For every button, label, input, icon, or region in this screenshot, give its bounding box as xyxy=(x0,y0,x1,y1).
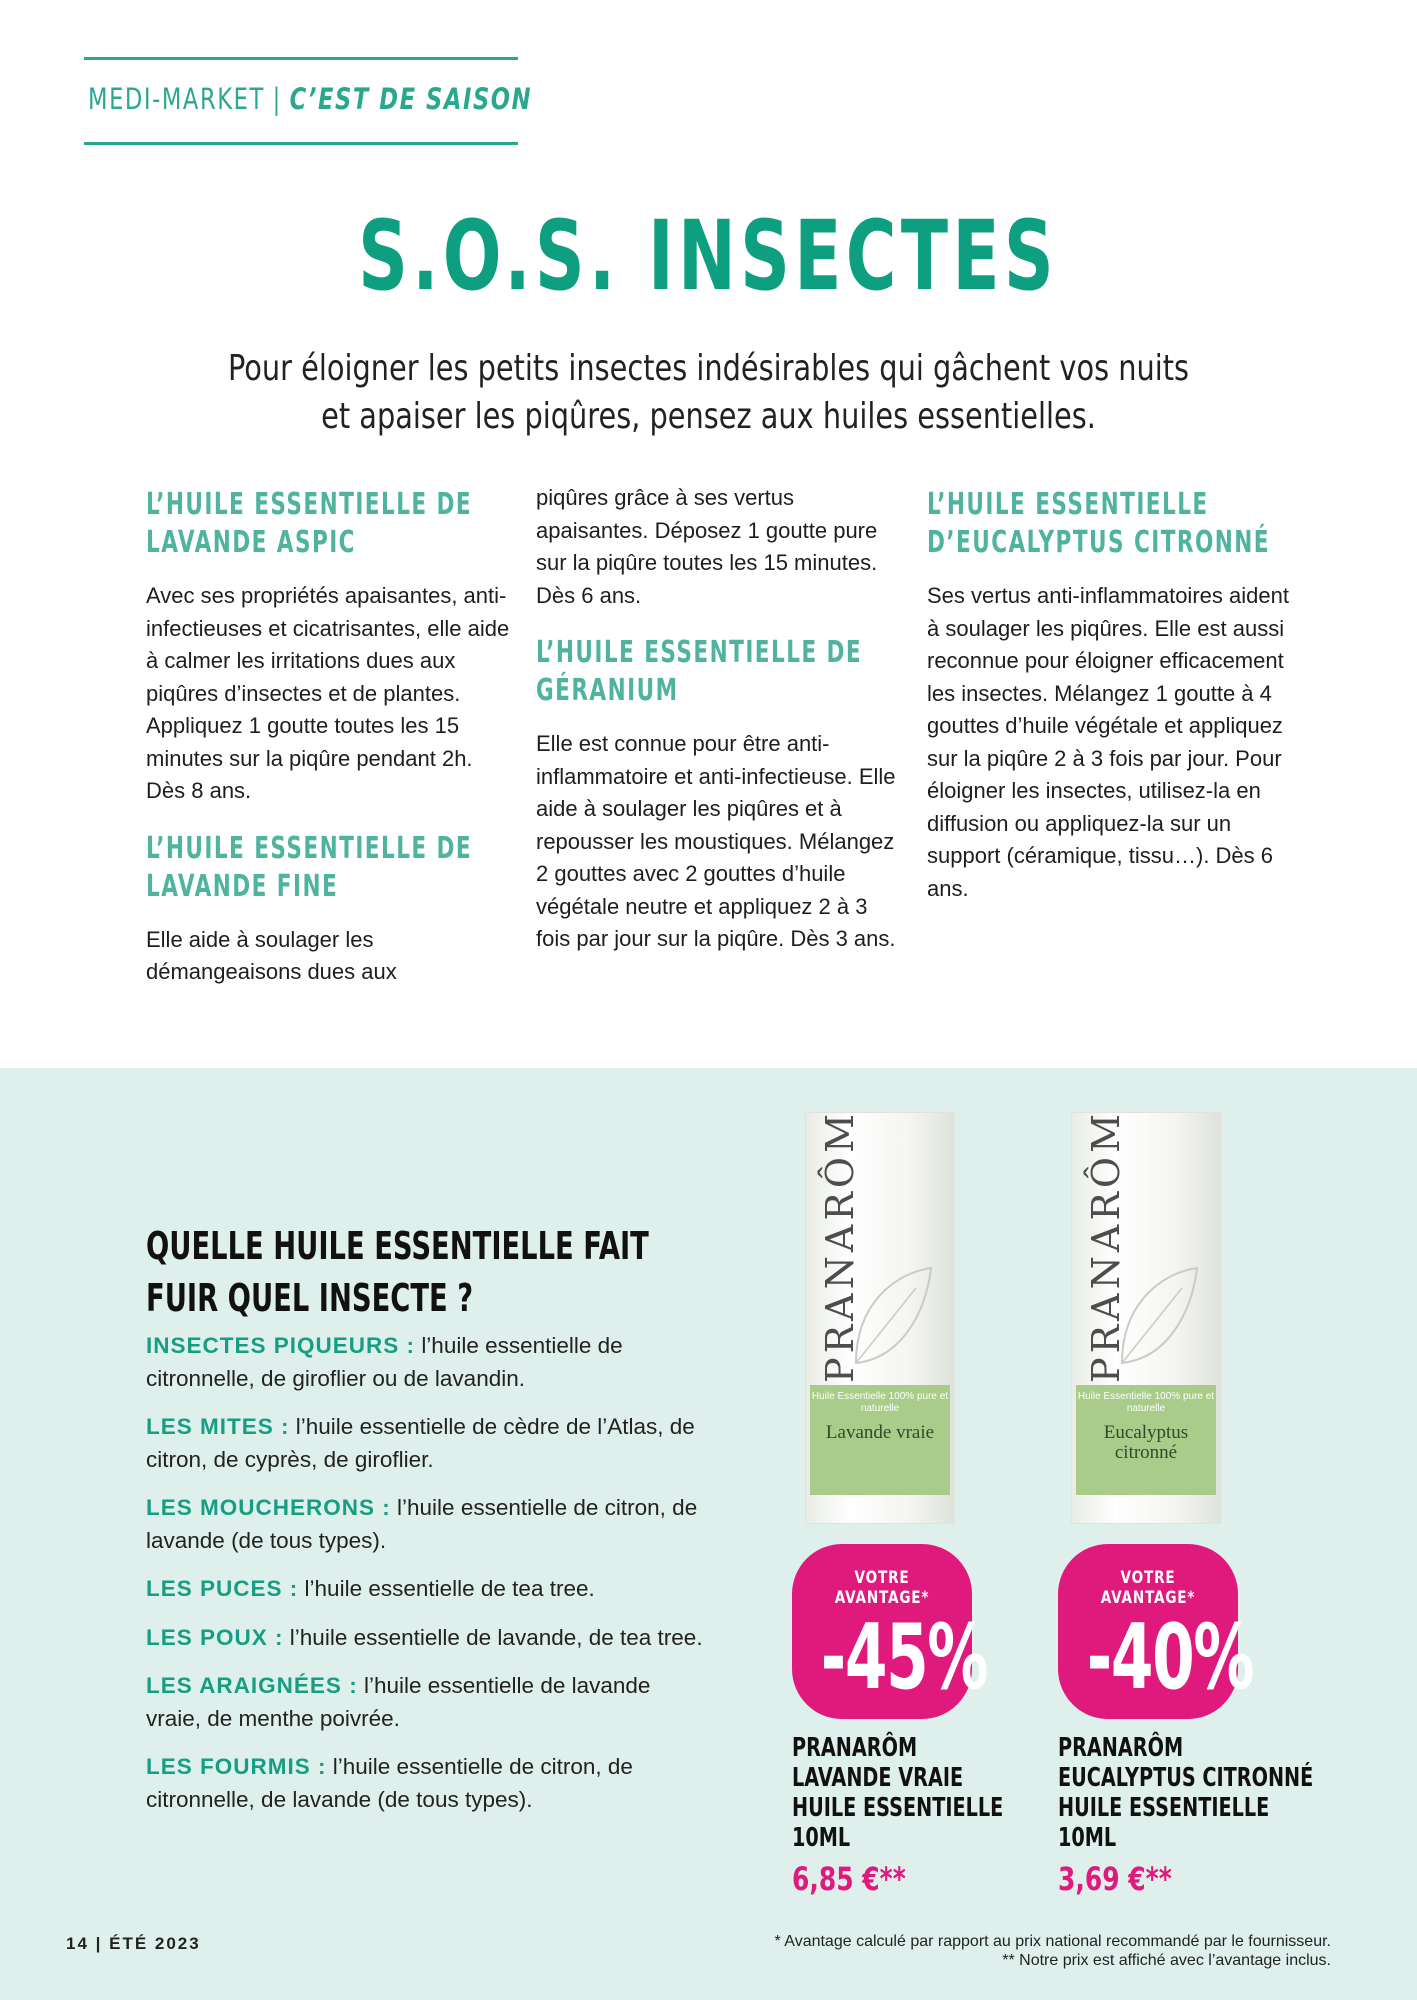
leaf-icon xyxy=(1112,1263,1202,1373)
section-header xyxy=(84,57,533,145)
intro-line-2: et apaiser les piqûres, pensez aux huiles essentielles. xyxy=(321,396,1096,437)
header-separator: | xyxy=(272,82,282,116)
page-number: 14 | ÉTÉ 2023 xyxy=(66,1934,201,1953)
bottle-brand-text: PRANARÔM xyxy=(1084,1110,1128,1383)
badge-value: -40% xyxy=(1086,1605,1254,1710)
insect-list xyxy=(146,1330,706,1832)
column-1 xyxy=(146,486,516,1011)
header-text xyxy=(88,82,532,116)
product-price: 6,85 €** xyxy=(792,1860,906,1898)
product-name: PRANARÔM LAVANDE VRAIE HUILE ESSENTIELLE 10ML xyxy=(792,1733,1004,1853)
insect-item: INSECTES PIQUEURS : l’huile essentielle de citronnelle, de giroflier ou de lavandin. xyxy=(146,1333,623,1391)
page-title: S.O.S. INSECTES xyxy=(358,200,1059,312)
badge-label: VOTRE AVANTAGE* xyxy=(834,1568,930,1608)
column-2 xyxy=(536,482,906,978)
geranium-text: Elle est connue pour être anti-inflammatoire et anti-infectieuse. Elle aide à soulager les piqûres et à repousser les moustiques. Mélangez 2 gouttes avec 2 gouttes d’huile végétale neutre et appliquez 2 à 3 fois par jour sur la piqûre. Dès 3 ans. xyxy=(536,731,896,951)
product-name: PRANARÔM EUCALYPTUS CITRONNÉ HUILE ESSENTIELLE 10ML xyxy=(1058,1733,1314,1853)
insect-item: LES PUCES : l’huile essentielle de tea tree. xyxy=(146,1576,595,1601)
geranium-heading: L’HUILE ESSENTIELLE DE GÉRANIUM xyxy=(536,635,863,708)
insect-item: LES FOURMIS : l’huile essentielle de citron, de citronnelle, de lavande (de tous types). xyxy=(146,1754,633,1812)
intro-line-1: Pour éloigner les petits insectes indésirables qui gâchent vos nuits xyxy=(227,348,1190,389)
eucalyptus-heading: L’HUILE ESSENTIELLE D’EUCALYPTUS CITRONNÉ xyxy=(927,487,1270,560)
bottle-label: Huile Essentielle 100% pure et naturelle Eucalyptus citronné xyxy=(1076,1385,1216,1495)
column-3 xyxy=(927,486,1297,927)
insect-item: LES ARAIGNÉES : l’huile essentielle de lavande vraie, de menthe poivrée. xyxy=(146,1673,651,1731)
footnote-2: ** Notre prix est affiché avec l’avantage inclus. xyxy=(1002,1952,1331,1969)
fine-text-part2: piqûres grâce à ses vertus apaisantes. Déposez 1 goutte pure sur la piqûre toutes les 15 minutes. Dès 6 ans. xyxy=(536,485,878,608)
discount-badge xyxy=(792,1544,988,1719)
question-heading: QUELLE HUILE ESSENTIELLE FAIT FUIR QUEL INSECTE ? xyxy=(146,1224,649,1320)
product-image-eucalyptus xyxy=(1071,1112,1221,1524)
eucalyptus-text: Ses vertus anti-inflammatoires aident à soulager les piqûres. Elle est aussi reconnue pour éloigner efficacement les insectes. Mélangez 1 goutte à 4 gouttes d’huile végétale et appliquez sur la piqûre 2 à 3 fois par jour. Pour éloigner les insectes, utilisez-la en diffusion ou appliquez-la sur un support (céramique, tissu…). Dès 6 ans. xyxy=(927,583,1289,901)
discount-badge xyxy=(1058,1544,1254,1719)
insect-item: LES MITES : l’huile essentielle de cèdre de l’Atlas, de citron, de cyprès, de giroflier. xyxy=(146,1414,695,1472)
fine-text-part1: Elle aide à soulager les démangeaisons dues aux xyxy=(146,926,397,984)
insect-item: LES POUX : l’huile essentielle de lavande, de tea tree. xyxy=(146,1624,703,1650)
bottle-brand-text: PRANARÔM xyxy=(818,1110,862,1383)
header-brand: MEDI-MARKET xyxy=(88,82,265,116)
aspic-text: Avec ses propriétés apaisantes, anti-infectieuses et cicatrisantes, elle aide à calmer les irritations dues aux piqûres d’insectes et de plantes. Appliquez 1 goutte toutes les 15 minutes sur la piqûre pendant 2h. Dès 8 ans. xyxy=(146,583,510,803)
badge-value: -45% xyxy=(820,1605,988,1710)
badge-label: VOTRE AVANTAGE* xyxy=(1100,1568,1196,1608)
footnotes xyxy=(775,1932,1331,1970)
insect-item: LES MOUCHERONS : l’huile essentielle de citron, de lavande (de tous types). xyxy=(146,1495,698,1553)
bottle-label: Huile Essentielle 100% pure et naturelle Lavande vraie xyxy=(810,1385,950,1495)
leaf-icon xyxy=(846,1263,936,1373)
intro-text xyxy=(0,345,1417,441)
header-section: C’EST DE SAISON xyxy=(289,82,533,116)
product-image-lavande xyxy=(805,1112,955,1524)
product-price: 3,69 €** xyxy=(1058,1860,1172,1898)
fine-heading: L’HUILE ESSENTIELLE DE LAVANDE FINE xyxy=(146,830,473,904)
aspic-heading: L’HUILE ESSENTIELLE DE LAVANDE ASPIC xyxy=(146,487,473,560)
footnote-1: * Avantage calculé par rapport au prix national recommandé par le fournisseur. xyxy=(774,1933,1331,1950)
